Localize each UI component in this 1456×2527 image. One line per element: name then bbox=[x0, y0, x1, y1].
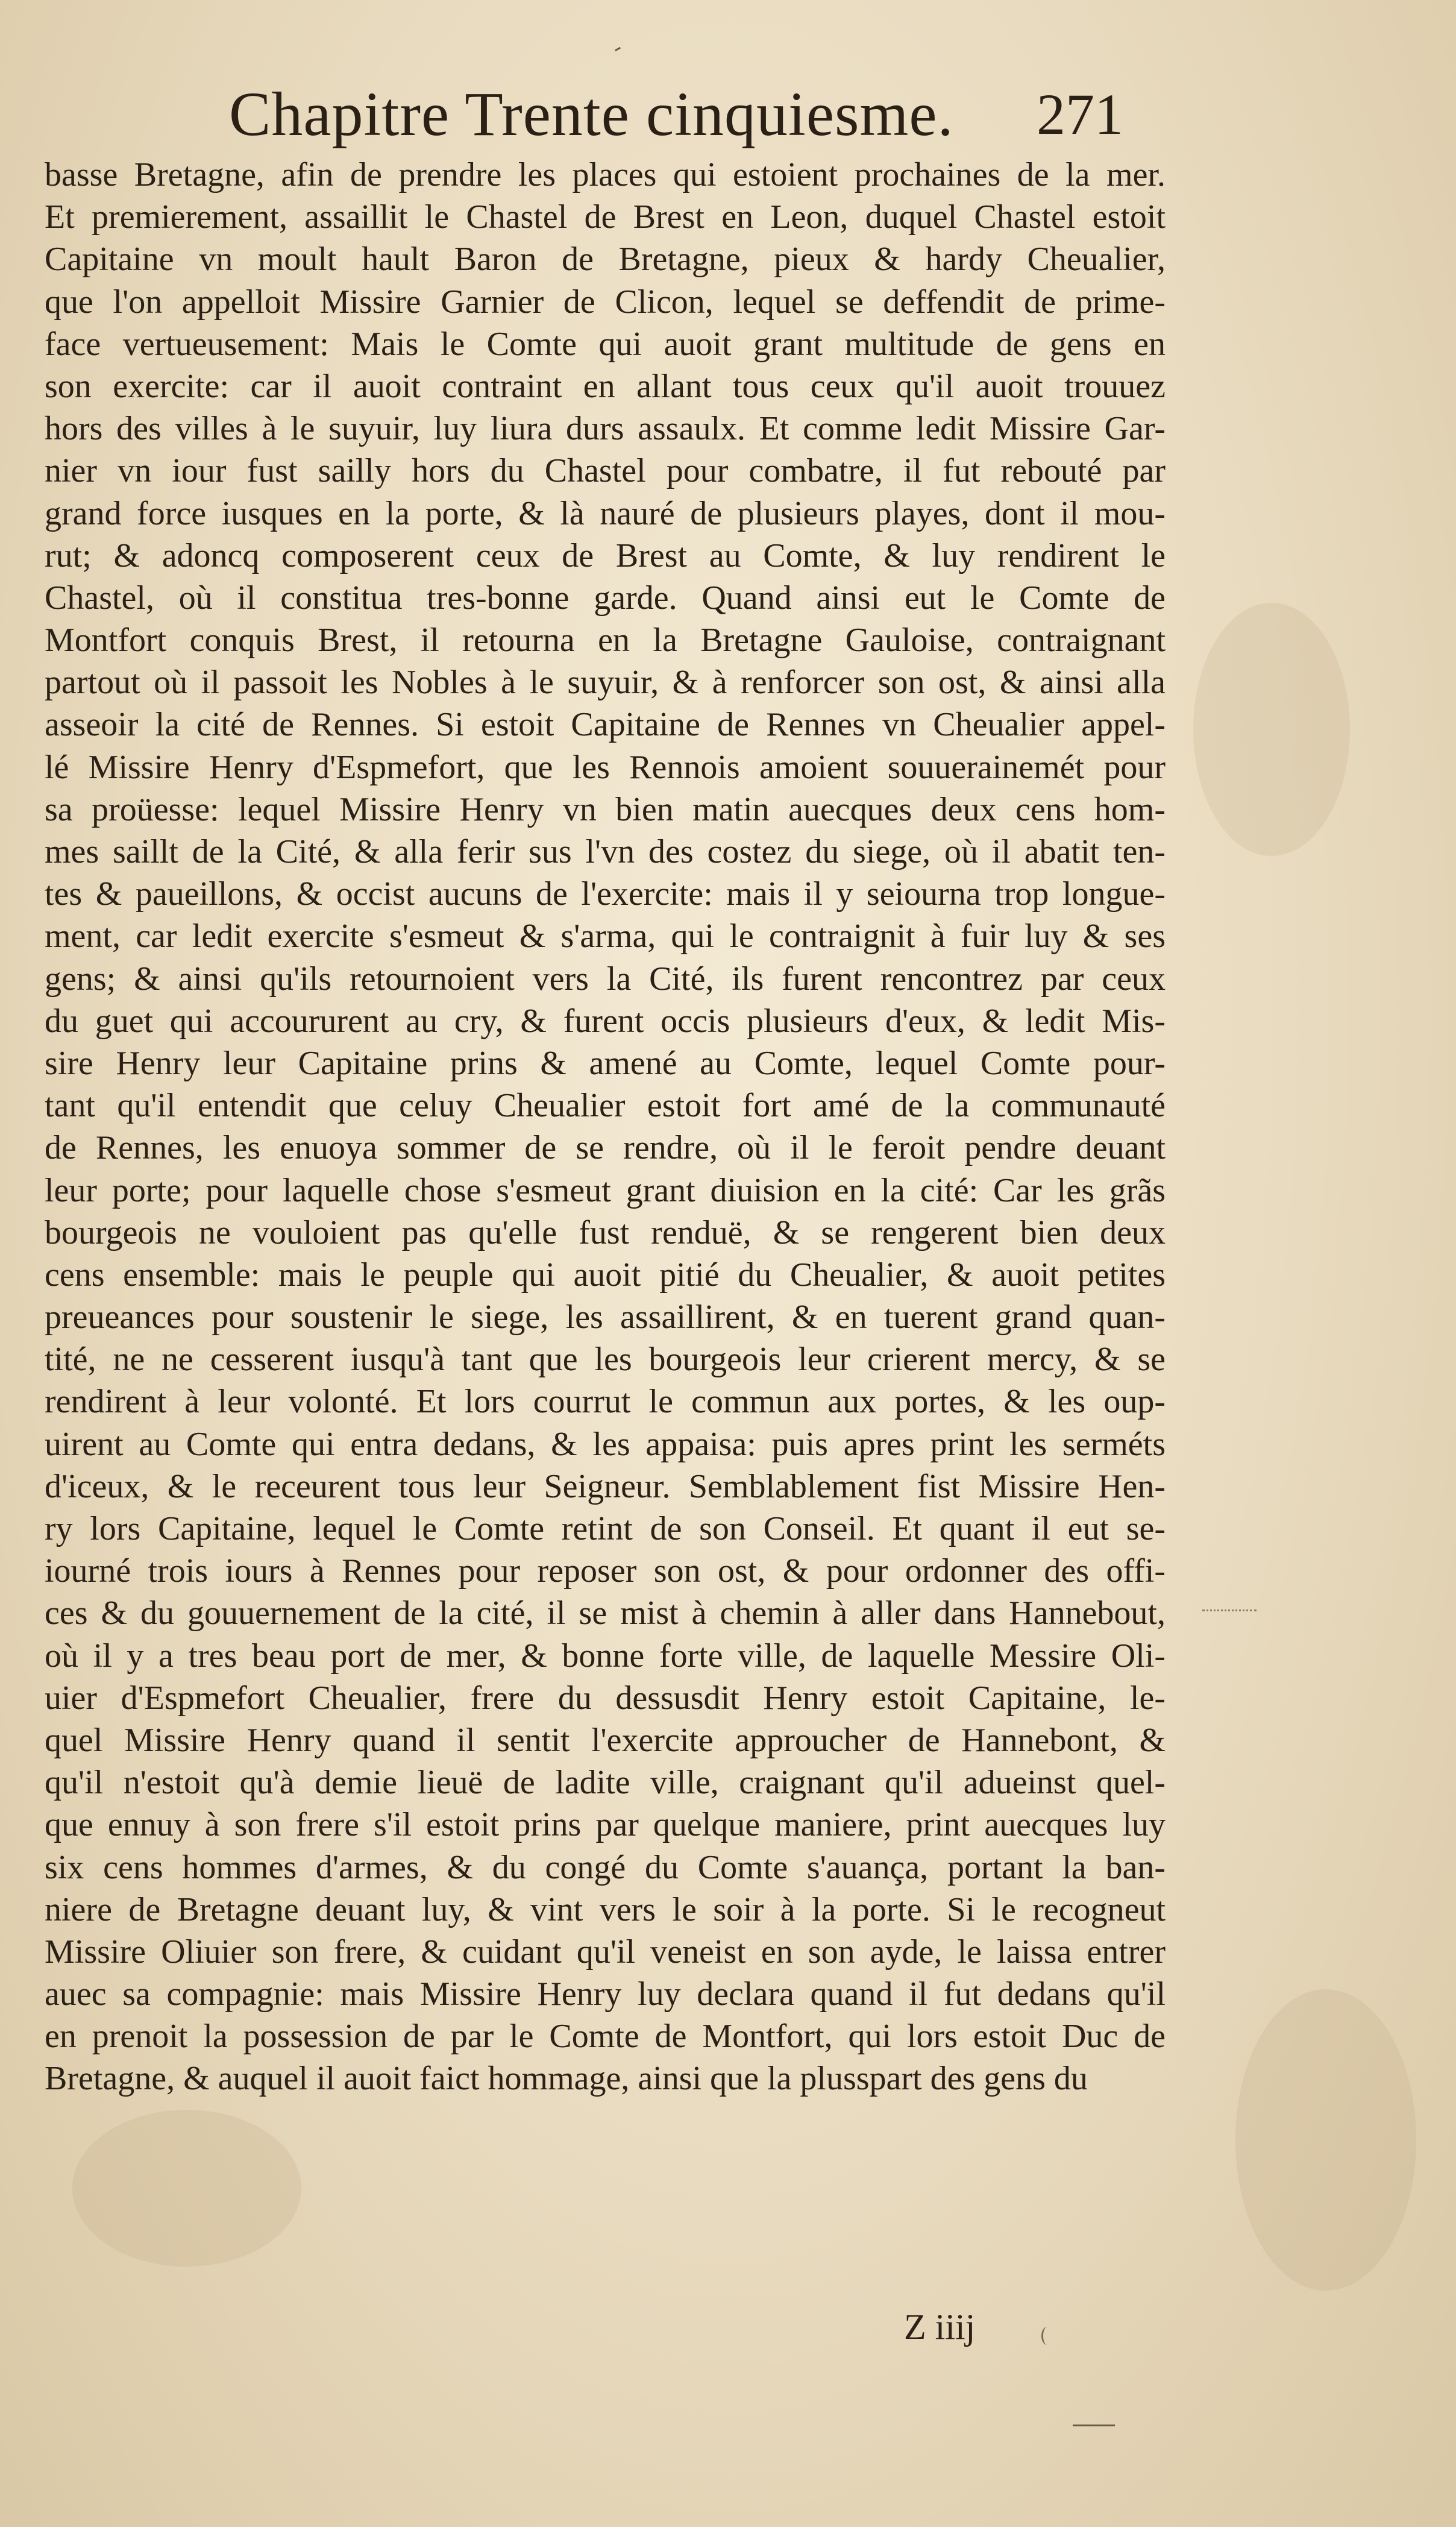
page-header bbox=[0, 78, 1456, 151]
paper-stain bbox=[1235, 1989, 1416, 2291]
text-line: où il y a tres beau port de mer, & bonne forte ville, de laquelle Messire Oli- bbox=[45, 1637, 1166, 1675]
text-line: six cens hommes d'armes, & du congé du Comte s'auança, portant la ban- bbox=[45, 1848, 1166, 1886]
text-line: tant qu'il entendit que celuy Cheualier estoit fort amé de la communauté bbox=[45, 1087, 1166, 1125]
text-line: niere de Bretagne deuant luy, & vint vers le soir à la porte. Si le recogneut bbox=[45, 1890, 1166, 1928]
text-line: mes saillt de la Cité, & alla ferir sus l'vn des costez du siege, où il abatit ten- bbox=[45, 833, 1166, 870]
text-line: bourgeois ne vouloient pas qu'elle fust renduë, & se rengerent bien deux bbox=[45, 1213, 1166, 1251]
text-line: iourné trois iours à Rennes pour reposer son ost, & pour ordonner des offi- bbox=[45, 1552, 1166, 1590]
text-line: Missire Oliuier son frere, & cuidant qu'il veneist en son ayde, le laissa entrer bbox=[45, 1933, 1166, 1971]
text-line: grand force iusques en la porte, & là nauré de plusieurs playes, dont il mou- bbox=[45, 494, 1166, 532]
text-line: que l'on appelloit Missire Garnier de Clicon, lequel se deffendit de prime- bbox=[45, 283, 1166, 321]
text-line: ces & du gouuernement de la cité, il se mist à chemin à aller dans Hannebout, bbox=[45, 1594, 1166, 1632]
text-line: d'iceux, & le receurent tous leur Seigneur. Semblablement fist Missire Hen- bbox=[45, 1467, 1166, 1505]
text-line: leur porte; pour laquelle chose s'esmeut grant diuision en la cité: Car les grãs bbox=[45, 1171, 1166, 1209]
text-line: hors des villes à le suyuir, luy liura durs assaulx. Et comme ledit Missire Gar- bbox=[45, 410, 1166, 448]
text-line: preueances pour soustenir le siege, les assaillirent, & en tuerent grand quan- bbox=[45, 1298, 1166, 1336]
ink-mark bbox=[1041, 2327, 1053, 2345]
margin-mark bbox=[1202, 1610, 1257, 1611]
text-line: uirent au Comte qui entra dedans, & les appaisa: puis apres print les serméts bbox=[45, 1425, 1166, 1463]
text-line: partout où il passoit les Nobles à le suyuir, & à renforcer son ost, & ainsi alla bbox=[45, 664, 1166, 702]
text-line: rendirent à leur volonté. Et lors courrut le commun aux portes, & les oup- bbox=[45, 1383, 1166, 1421]
page-number: 271 bbox=[1037, 82, 1123, 146]
text-line: nier vn iour fust sailly hors du Chastel pour combatre, il fut rebouté par bbox=[45, 452, 1166, 490]
text-line: Montfort conquis Brest, il retourna en la Bretagne Gauloise, contraignant bbox=[45, 622, 1166, 659]
text-line: ment, car ledit exercite s'esmeut & s'arma, qui le contraignit à fuir luy & ses bbox=[45, 917, 1166, 955]
running-title: Chapitre Trente cinquiesme. bbox=[229, 80, 954, 149]
text-line: Capitaine vn moult hault Baron de Bretagne, pieux & hardy Cheualier, bbox=[45, 241, 1166, 279]
text-line: cens ensemble: mais le peuple qui auoit pitié du Cheualier, & auoit petites bbox=[45, 1256, 1166, 1294]
text-line: Et premierement, assaillit le Chastel de Brest en Leon, duquel Chastel estoit bbox=[45, 198, 1166, 236]
text-line: rut; & adoncq composerent ceux de Brest au Comte, & luy rendirent le bbox=[45, 537, 1166, 574]
text-line: Chastel, où il constitua tres-bonne garde. Quand ainsi eut le Comte de bbox=[45, 579, 1166, 617]
text-line: tité, ne ne cesserent iusqu'à tant que les bourgeois leur crierent mercy, & se bbox=[45, 1341, 1166, 1379]
text-line: du guet qui accoururent au cry, & furent occis plusieurs d'eux, & ledit Mis- bbox=[45, 1002, 1166, 1040]
text-line: ry lors Capitaine, lequel le Comte retint de son Conseil. Et quant il eut se- bbox=[45, 1510, 1166, 1547]
text-line: que ennuy à son frere s'il estoit prins par quelque maniere, print auecques luy bbox=[45, 1806, 1166, 1844]
signature-mark: Z iiij bbox=[904, 2307, 976, 2347]
text-line: son exercite: car il auoit contraint en allant tous ceux qu'il auoit trouuez bbox=[45, 367, 1166, 405]
ink-mark bbox=[615, 47, 621, 52]
ink-mark bbox=[1073, 2425, 1115, 2426]
text-line: uier d'Espmefort Cheualier, frere du dessusdit Henry estoit Capitaine, le- bbox=[45, 1679, 1166, 1717]
text-line: quel Missire Henry quand il sentit l'exercite approucher de Hannebont, & bbox=[45, 1721, 1166, 1759]
text-line: de Rennes, les enuoya sommer de se rendre, où il le feroit pendre deuant bbox=[45, 1129, 1166, 1167]
text-line: lé Missire Henry d'Espmefort, que les Rennois amoient souuerainemét pour bbox=[45, 748, 1166, 786]
text-line: sire Henry leur Capitaine prins & amené au Comte, lequel Comte pour- bbox=[45, 1044, 1166, 1082]
text-line: asseoir la cité de Rennes. Si estoit Capitaine de Rennes vn Cheualier appel- bbox=[45, 706, 1166, 744]
text-line: auec sa compagnie: mais Missire Henry luy declara quand il fut dedans qu'il bbox=[45, 1975, 1166, 2013]
text-line: tes & paueillons, & occist aucuns de l'exercite: mais il y seiourna trop longue- bbox=[45, 875, 1166, 913]
text-line: en prenoit la possession de par le Comte de Montfort, qui lors estoit Duc de bbox=[45, 2018, 1166, 2056]
text-line: face vertueusement: Mais le Comte qui auoit grant multitude de gens en bbox=[45, 325, 1166, 363]
text-line: gens; & ainsi qu'ils retournoient vers la Cité, ils furent rencontrez par ceux bbox=[45, 960, 1166, 998]
paper-stain bbox=[72, 2110, 301, 2267]
paper-stain bbox=[1193, 603, 1350, 856]
text-line: basse Bretagne, afin de prendre les places qui estoient prochaines de la mer. bbox=[45, 156, 1166, 194]
body-text bbox=[45, 154, 1166, 2100]
text-line: sa proüesse: lequel Missire Henry vn bien matin auecques deux cens hom- bbox=[45, 790, 1166, 828]
text-line: qu'il n'estoit qu'à demie lieuë de ladite ville, craignant qu'il adueinst quel- bbox=[45, 1764, 1166, 1802]
text-line: Bretagne, & auquel il auoit faict hommage, ainsi que la plusspart des gens du bbox=[45, 2060, 1088, 2098]
